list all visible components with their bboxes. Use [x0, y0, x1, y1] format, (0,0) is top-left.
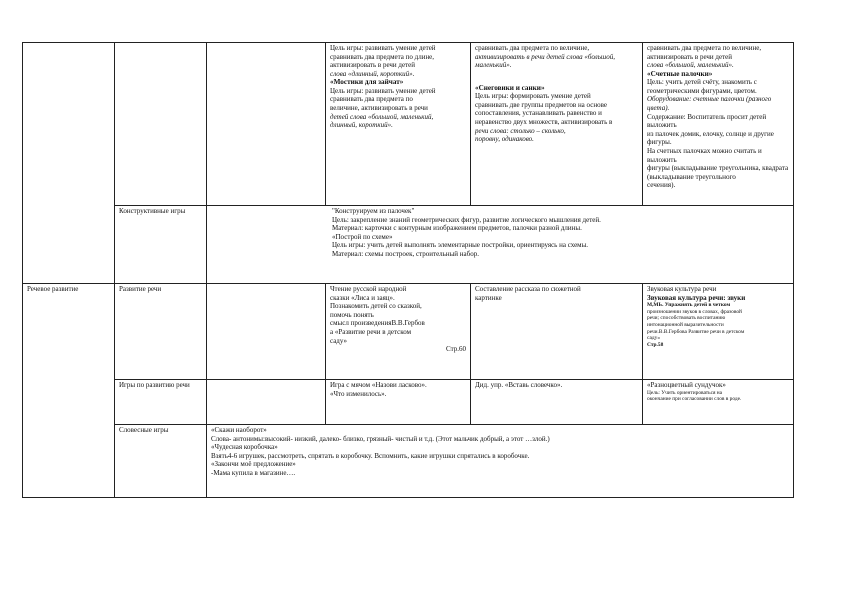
verbal-content — [207, 425, 794, 498]
speech-games-col5 — [643, 380, 794, 425]
text-line: слова «длинный, короткий». — [330, 69, 415, 78]
section-speech-development: Речевое развитие — [23, 284, 115, 498]
text-line: из палочек домик, елочку, солнце и другие фигуры. — [647, 129, 774, 147]
plan-table — [22, 42, 794, 498]
page-ref: Стр.60 — [446, 345, 466, 354]
text-line: произношении звуков в словах, фразовой — [647, 308, 742, 315]
text-line: детей слова «большой, маленький, — [330, 112, 434, 121]
speech-games-col3 — [326, 380, 471, 425]
text-line: Взять4-6 игрушек, рассмотреть, спрятать в коробочку. Вспомнить, какие игрушки спрятались в коробочке. — [211, 451, 530, 460]
text-line: окончание при согласовании слов в роде. — [647, 396, 742, 403]
empty-cell — [207, 380, 326, 425]
text-line: Цель: закрепление знаний геометрических фигур, развитие логического мышления детей. — [332, 215, 601, 224]
game-title: «Построй по схеме» — [332, 232, 393, 241]
row-speech-development — [23, 284, 794, 380]
game-title: «Мостики для зайчат» — [330, 78, 404, 87]
section-cell-empty — [23, 43, 115, 284]
text-line: Слова- антонимы:высокий- низкий, далеко- близко, грязный- чистый и т.д. (Этот мальчик добрый, а этот …злой.) — [211, 434, 550, 443]
text-line: Содержание: Воспитатель просит детей выложить — [647, 112, 767, 130]
speech-col4 — [471, 284, 643, 380]
speech-games-label: Игры по развитию речи — [115, 380, 207, 425]
text-line: Составление рассказа по сюжетной — [475, 285, 581, 293]
text-line: Цель игры: формировать умение детей — [475, 92, 591, 101]
text-line: речи.В.В.Гербова Развитие речи в детском — [647, 328, 745, 335]
game-title: «Разноцветный сундучок» — [647, 381, 726, 389]
text-line: Оборудование: счетные палочки (разного цвета). — [647, 95, 772, 112]
speech-games-col4 — [471, 380, 643, 425]
empty-cell — [207, 284, 326, 380]
text-line: сказки «Лиса и заяц». — [330, 293, 395, 302]
math-col3 — [326, 43, 471, 206]
math-col4 — [471, 43, 643, 206]
text-line: Дид. упр. «Вставь словечко». — [475, 381, 563, 389]
game-title: «Закончи моё предложение» — [211, 460, 296, 469]
text-line: речи; способствовать воспитанию — [647, 315, 726, 322]
game-title: «Счетные палочки» — [647, 69, 713, 78]
text-line: Цель: учить детей счёту, знакомить с — [647, 78, 757, 87]
text-line: активизировать в речи детей — [647, 52, 733, 61]
text-line: маленький». — [475, 61, 512, 70]
text-line: величине, активизировать в речи — [330, 103, 428, 112]
row-verbal-games — [23, 425, 794, 498]
text-line: Цель: Учить ориентироваться на — [647, 389, 723, 396]
subsection-cell-empty — [115, 43, 207, 206]
text-line: саду» — [330, 336, 348, 345]
speech-col5 — [643, 284, 794, 380]
text-line: Материал: карточки с контурным изображением предметов, палочки разной длины. — [332, 224, 582, 233]
row-speech-games — [23, 380, 794, 425]
text-line: сравнивать два предмета по величине, — [475, 44, 590, 52]
speech-label: Развитие речи — [115, 284, 207, 380]
text-line: Познакомить детей со сказкой, — [330, 302, 422, 311]
text-line: сечения). — [647, 181, 676, 190]
game-title: "Конструируем из палочек" — [332, 207, 415, 215]
text-line: М,МЬ. Упражнять детей в четком — [647, 302, 731, 309]
text-line: а «Развитие речи в детском — [330, 327, 412, 336]
text-line: речи слова: столько – сколько, — [475, 126, 566, 135]
text-line: Цель игры: развивать умение детей — [330, 44, 436, 52]
text-line: фигуры (выкладывание треугольника, квадрата — [647, 164, 789, 173]
math-col5 — [643, 43, 794, 206]
game-title: «Чудесная коробочка» — [211, 443, 278, 452]
text-line: неравенство двух множеств, активизировать в — [475, 117, 613, 126]
constructive-label: Конструктивные игры — [115, 206, 207, 284]
text-line: смысл произведенияВ.В.Гербов — [330, 319, 425, 328]
text-line: сравнивать две группы предметов на основе — [475, 100, 607, 109]
verbal-label: Словесные игры — [115, 425, 207, 498]
text-line: длинный, короткий». — [330, 121, 393, 130]
text-line: сопоставления, устанавливать равенство и — [475, 109, 602, 118]
text-line: картинке — [475, 293, 502, 302]
text-line: слова «большой, маленький». — [647, 61, 734, 70]
row-math-games — [23, 43, 794, 206]
text-line: -Мама купила в магазине…. — [211, 468, 296, 477]
empty-cell — [207, 43, 326, 206]
text-line: «Что изменилось». — [330, 389, 387, 398]
text-line: Цель игры: развивать умение детей — [330, 86, 436, 95]
page-ref: Стр.58 — [647, 341, 664, 348]
text-line: саду» — [647, 335, 661, 342]
text-line: помочь понять — [330, 310, 374, 319]
text-line: геометрическими фигурами, цветом. — [647, 86, 757, 95]
text-line: На счетных палочках можно считать и выложить — [647, 146, 762, 164]
text-line: Игра с мячом «Назови ласково». — [330, 381, 427, 389]
text-line: Звуковая культура речи: звуки — [647, 293, 746, 302]
text-line: интонационной выразительности — [647, 321, 724, 328]
constructive-content — [207, 206, 794, 284]
text-line: Звуковая культура речи — [647, 285, 717, 293]
text-line: Материал: схемы построек, строительный набор. — [332, 249, 479, 258]
game-title: «Скажи наоборот» — [211, 426, 267, 434]
text-line: сравнивать два предмета по — [330, 95, 413, 104]
text-line: поровну, одинаково. — [475, 135, 534, 144]
game-title: «Снеговики и санки» — [475, 83, 545, 92]
text-line: сравнивать два предмета по длине, — [330, 52, 435, 61]
text-line: сравнивать два предмета по величине, — [647, 44, 762, 52]
text-line: Чтение русской народной — [330, 285, 407, 293]
text-line: (выкладывание треугольного — [647, 172, 736, 181]
text-line: активизировать в речи детей слова «большой, — [475, 52, 615, 61]
text-line: активизировать в речи детей — [330, 61, 416, 70]
row-constructive-games — [23, 206, 794, 284]
speech-col3 — [326, 284, 471, 380]
text-line: Цель игры: учить детей выполнять элементарные постройки, ориентируясь на схемы. — [332, 241, 589, 250]
